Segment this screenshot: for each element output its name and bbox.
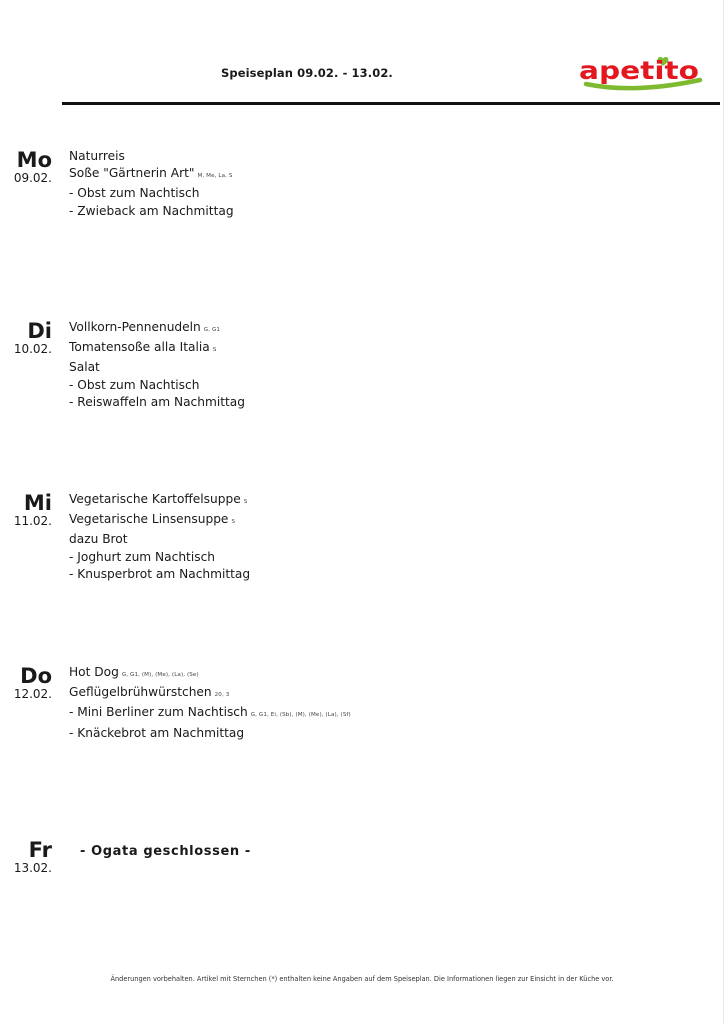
apetito-logo [576, 50, 704, 94]
menu-item-text: - Obst zum Nachtisch [69, 186, 200, 201]
menu-item [69, 566, 250, 583]
menu-item [69, 684, 351, 704]
menu-item-text: Salat [69, 360, 100, 375]
menu-item-text: Vegetarische Linsensuppe [69, 512, 229, 527]
menu-item [69, 549, 250, 566]
menu-item [69, 319, 245, 339]
day-label: Do [20, 664, 52, 688]
menu-list [69, 491, 250, 583]
menu-item [69, 664, 351, 684]
menu-item [69, 185, 234, 202]
allergen-codes: S [243, 499, 248, 505]
day-label: Mo [16, 148, 52, 172]
day-label: Mi [23, 491, 52, 515]
day-date: 13.02. [13, 861, 52, 875]
menu-item-text: - Joghurt zum Nachtisch [69, 549, 215, 564]
menu-item-text: Geflügelbrühwürstchen [69, 685, 212, 700]
menu-item-text: - Mini Berliner zum Nachtisch [69, 705, 248, 720]
menu-item-text: Vegetarische Kartoffelsuppe [69, 492, 241, 506]
closed-note: - Ogata geschlossen - [80, 844, 251, 859]
menu-item [69, 165, 234, 185]
allergen-codes: G, G1 [203, 327, 221, 333]
allergen-codes: 20, 3 [214, 692, 230, 699]
menu-list [69, 664, 351, 742]
day-label: Di [27, 319, 52, 343]
menu-item [69, 148, 234, 165]
menu-item-text: - Knusperbrot am Nachmittag [69, 566, 251, 581]
logo-wordmark: apetito [579, 56, 699, 85]
menu-item [69, 394, 245, 411]
day-date: 11.02. [13, 514, 52, 528]
allergen-codes: G, G1, (M), (Me), (La), (Se) [121, 672, 199, 678]
menu-item-text: Tomatensoße alla Italia [69, 340, 210, 355]
menu-item [69, 704, 351, 724]
menu-list [69, 319, 245, 411]
menu-item [69, 377, 245, 394]
menu-item [69, 725, 351, 742]
menu-item [69, 491, 250, 511]
allergen-codes: M, Me, La, S [197, 173, 233, 180]
allergen-codes: G, G1, Ei, (Sb), (M), (Me), (La), (Sf) [250, 712, 351, 719]
header-rule [62, 102, 720, 105]
menu-item [69, 531, 250, 548]
footer-note: Änderungen vorbehalten. Artikel mit Sternchen (*) enthalten keine Angaben auf dem Speiseplan. Die Informationen liegen zur Einsicht in der Küche vor. [110, 975, 614, 983]
allergen-codes: S [212, 347, 217, 354]
menu-item-text: - Zwieback am Nachmittag [69, 203, 234, 218]
menu-item-text: Naturreis [69, 149, 125, 163]
menu-item-text: - Reiswaffeln am Nachmittag [69, 394, 245, 409]
day-date: 10.02. [13, 342, 52, 356]
menu-item [69, 339, 245, 359]
page-title: Speiseplan 09.02. - 13.02. [221, 66, 393, 80]
menu-item [69, 203, 234, 220]
menu-item-text: - Knäckebrot am Nachmittag [69, 725, 245, 740]
menu-item [69, 511, 250, 531]
day-date: 09.02. [13, 171, 52, 185]
allergen-codes: S [231, 519, 236, 526]
day-label: Fr [28, 838, 52, 862]
menu-item-text: dazu Brot [69, 532, 128, 547]
menu-item-text: Vollkorn-Pennenudeln [69, 320, 201, 334]
menu-list [69, 148, 234, 220]
menu-item-text: Hot Dog [69, 665, 119, 679]
menu-item-text: Soße "Gärtnerin Art" [69, 166, 195, 181]
menu-item-text: - Obst zum Nachtisch [69, 377, 200, 392]
day-date: 12.02. [13, 687, 52, 701]
menu-item [69, 359, 245, 376]
